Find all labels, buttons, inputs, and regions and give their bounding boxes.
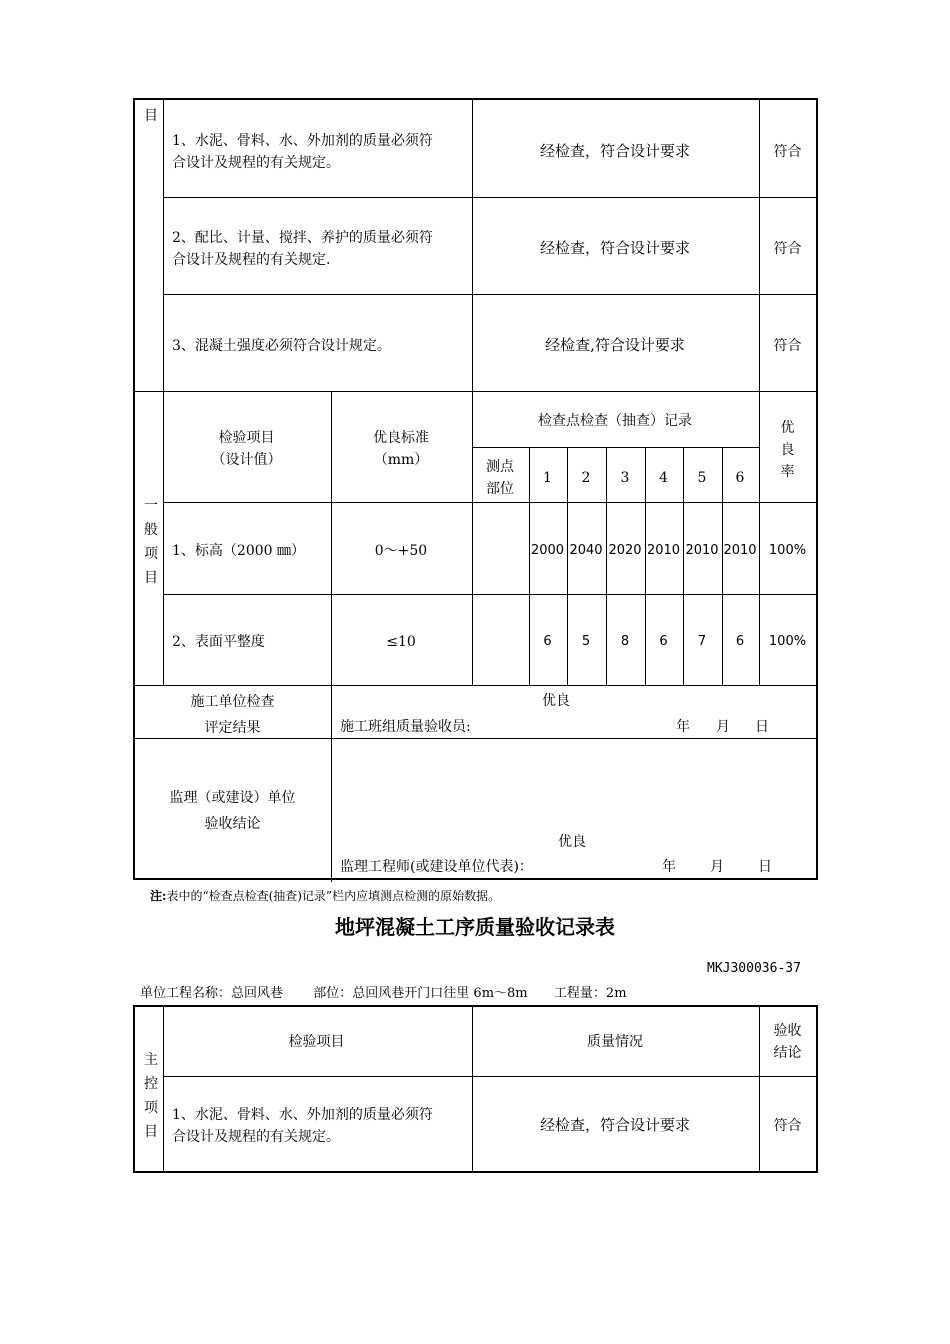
lower-side-label: 主 控 项 目	[144, 1052, 158, 1140]
lower-row-1-conclusion: 符合	[773, 1118, 802, 1134]
construction-label: 施工单位检查 评定结果	[190, 694, 275, 736]
general-row-2-item: 2、表面平整度	[172, 634, 265, 650]
construction-inspector: 施工班组质量验收员:	[340, 719, 471, 735]
general-row-1-value-6: 2010	[723, 543, 757, 558]
general-head-point-2: 2	[581, 470, 591, 486]
general-row-2-value-3: 8	[620, 634, 630, 649]
note-text: 表中的“检查点检查(抽查)记录”栏内应填测点检测的原始数据。	[166, 889, 501, 903]
main-row-3-conclusion: 符合	[773, 338, 802, 354]
main-control-side-label: 目	[144, 108, 158, 124]
main-row-2-quality: 经检查，符合设计要求	[539, 239, 690, 257]
lower-row-1-quality: 经检查，符合设计要求	[539, 1116, 690, 1134]
supervision-label: 监理（或建设）单位 验收结论	[169, 790, 296, 832]
location: 部位：总回风巷开门口往里 6m～8m	[313, 986, 528, 1001]
construction-day: 日	[755, 719, 769, 735]
main-row-3-quality: 经检查,符合设计要求	[545, 336, 685, 354]
general-row-1-value-2: 2040	[569, 543, 603, 558]
general-head-standard: 优良标准 （mm）	[373, 430, 429, 468]
general-row-2-value-6: 6	[735, 634, 745, 649]
lower-head-quality: 质量情况	[587, 1034, 643, 1050]
general-row-1-value-5: 2010	[685, 543, 719, 558]
general-row-1-standard: 0～+50	[374, 543, 428, 559]
main-row-1-quality: 经检查，符合设计要求	[539, 142, 690, 160]
general-side-label: 一 般 项 目	[144, 498, 158, 586]
general-head-point-5: 5	[697, 470, 707, 486]
general-row-1-value-4: 2010	[646, 543, 681, 558]
construction-month: 月	[716, 719, 730, 735]
supervision-engineer: 监理工程师(或建设单位代表)：	[340, 859, 533, 875]
general-head-point-6: 6	[735, 470, 745, 486]
form-code: MKJ300036-37	[707, 961, 801, 976]
main-row-3-item: 3、混凝土强度必须符合设计规定。	[172, 338, 391, 354]
supervision-result: 优良	[558, 834, 586, 850]
unit-project-name: 单位工程名称：总回风巷	[140, 986, 284, 1001]
general-row-1-item: 1、标高（2000 ㎜）	[172, 543, 305, 559]
note	[150, 885, 500, 907]
general-head-record: 检查点检查（抽查）记录	[538, 413, 692, 429]
general-head-point-1: 1	[543, 470, 552, 486]
general-row-2-value-5: 7	[697, 634, 707, 649]
lower-head-item: 检验项目	[288, 1034, 345, 1050]
general-row-2-value-4: 6	[659, 634, 668, 649]
form-title: 地坪混凝土工序质量验收记录表	[335, 915, 615, 939]
supervision-year: 年	[662, 859, 676, 875]
main-row-2-item: 2、配比、计量、搅拌、养护的质量必须符 合设计及规程的有关规定.	[172, 230, 433, 268]
general-head-position: 测点 部位	[486, 459, 514, 497]
general-head-item: 检验项目 （设计值）	[211, 430, 282, 468]
general-row-1-rate: 100%	[768, 543, 807, 558]
lower-head-conclusion: 验收 结论	[773, 1023, 802, 1061]
lower-row-1-item: 1、水泥、骨料、水、外加剂的质量必须符 合设计及规程的有关规定。	[172, 1107, 433, 1145]
general-row-1-value-1: 2000	[530, 543, 565, 558]
general-row-2-value-1: 6	[543, 634, 552, 649]
general-row-2-standard: ≤10	[386, 634, 416, 650]
general-row-2-rate: 100%	[768, 634, 807, 649]
main-row-2-conclusion: 符合	[773, 241, 802, 257]
general-head-point-4: 4	[659, 470, 668, 486]
general-row-2-value-2: 5	[581, 634, 591, 649]
construction-result: 优良	[542, 693, 570, 709]
general-row-1-value-3: 2020	[608, 543, 642, 558]
note-label: 注:	[150, 889, 167, 903]
general-head-rate: 优 良 率	[780, 420, 795, 480]
construction-year: 年	[676, 719, 690, 735]
supervision-day: 日	[758, 859, 772, 875]
main-row-1-conclusion: 符合	[773, 144, 802, 160]
form-info	[140, 983, 627, 1005]
quantity: 工程量：2m	[553, 986, 627, 1001]
general-head-point-3: 3	[620, 470, 630, 486]
main-row-1-item: 1、水泥、骨料、水、外加剂的质量必须符 合设计及规程的有关规定。	[172, 133, 433, 171]
supervision-month: 月	[710, 859, 724, 875]
